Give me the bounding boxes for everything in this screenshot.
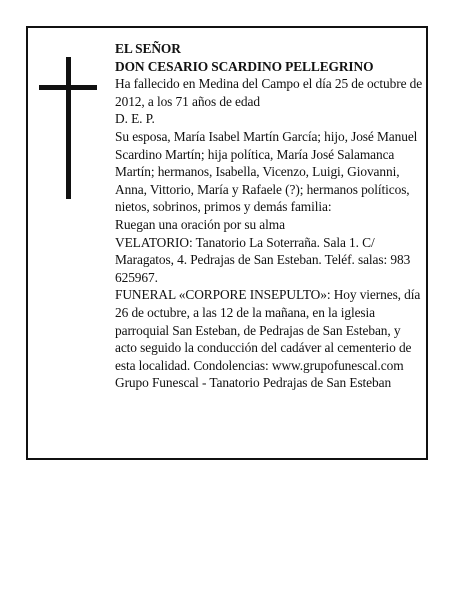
notice-title: EL SEÑOR (115, 41, 181, 56)
obituary-notice (26, 26, 428, 460)
death-announcement: Ha fallecido en Medina del Campo el día 25 de octubre de 2012, a los 71 años de edad (115, 76, 423, 109)
notice-text (115, 40, 423, 392)
funeral-details: FUNERAL «CORPORE INSEPULTO»: Hoy viernes, día 26 de octubre, a las 12 de la mañana, en la iglesia parroquial San Esteban, de Pedrajas de San Esteban, y acto seguido la conducción del cadáver al cementerio de esta localidad. Condolencias: www.grupofunescal.com (115, 287, 421, 373)
funeral-home: Grupo Funescal - Tanatorio Pedrajas de San Esteban (115, 375, 392, 391)
cross-vertical-bar (66, 57, 71, 199)
prayer-request: Ruegan una oración por su alma (115, 216, 285, 232)
family-list: Su esposa, María Isabel Martín García; hijo, José Manuel Scardino Martín; hija política, María José Salamanca Martín; hermanos, Isabella, Vicenzo, Luigi, Giovanni, Anna, Vittorio, María y Rafaele (?); hermanos políticos, nietos, sobrinos, primos y demás familia: (115, 128, 418, 215)
deceased-name: DON CESARIO SCARDINO PELLEGRINO (115, 58, 374, 74)
cross-icon (39, 57, 97, 199)
cross-horizontal-bar (39, 85, 97, 90)
wake-details: VELATORIO: Tanatorio La Soterraña. Sala 1. C/ Maragatos, 4. Pedrajas de San Esteban. Teléf. salas: 983 625967. (115, 234, 411, 285)
rest-in-peace: D. E. P. (115, 111, 155, 127)
